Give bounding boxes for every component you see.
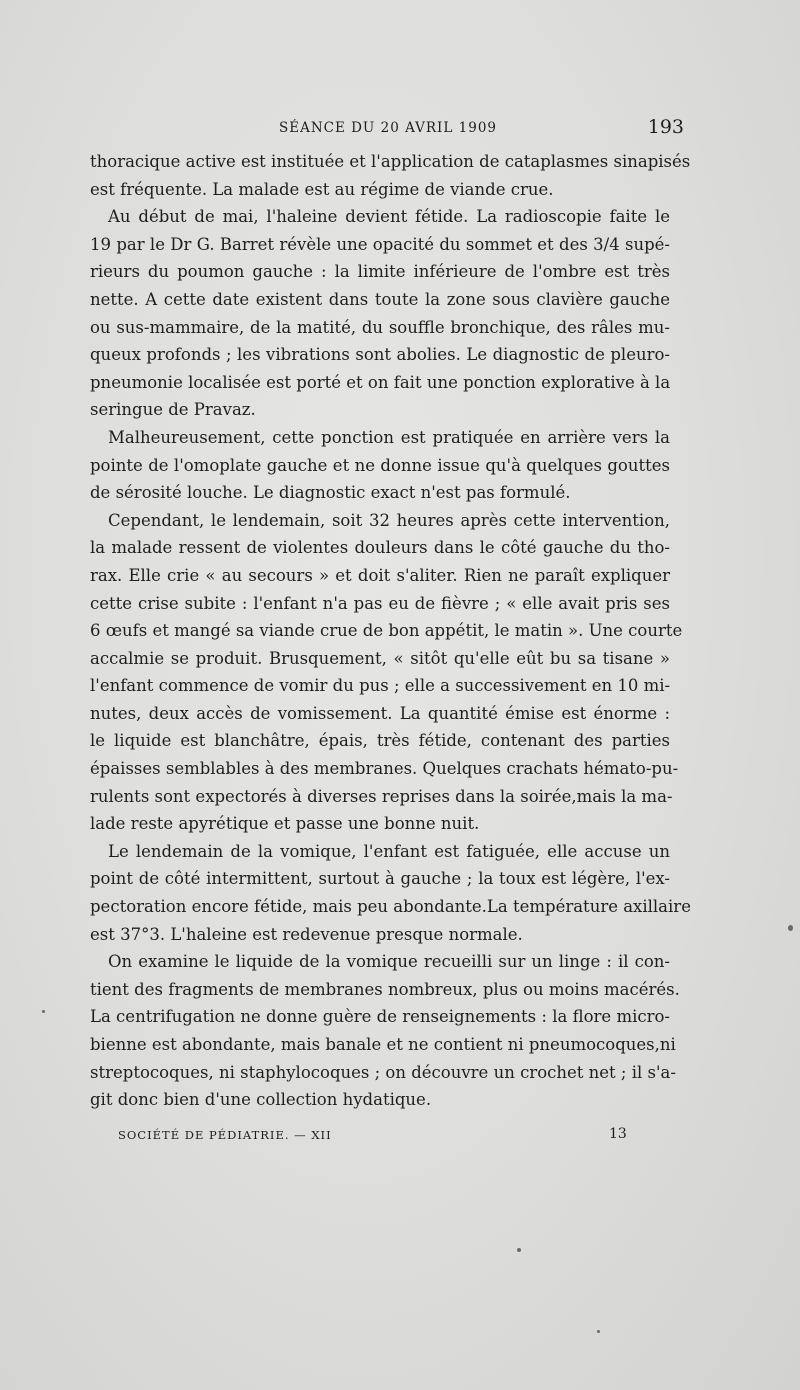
text-line: rax. Elle crie « au secours » et doit s'aliter. Rien ne paraît expliquer xyxy=(90,565,670,585)
paper-speck xyxy=(788,925,793,931)
text-line: Le lendemain de la vomique, l'enfant est fatiguée, elle accuse un xyxy=(108,841,670,861)
text-line: est fréquente. La malade est au régime de viande crue. xyxy=(90,179,554,199)
text-line: est 37°3. L'haleine est redevenue presque normale. xyxy=(90,924,523,944)
text-line: le liquide est blanchâtre, épais, très fétide, contenant des parties xyxy=(90,731,670,751)
text-line: point de côté intermittent, surtout à gauche ; la toux est légère, l'ex- xyxy=(90,869,670,889)
text-line: de sérosité louche. Le diagnostic exact n'est pas formulé. xyxy=(90,483,571,503)
text-line: tient des fragments de membranes nombreux, plus ou moins macérés. xyxy=(90,979,680,999)
text-line: pectoration encore fétide, mais peu abondante.La température axillaire xyxy=(90,897,691,917)
text-line: Cependant, le lendemain, soit 32 heures après cette intervention, xyxy=(108,510,670,530)
page-number: 193 xyxy=(647,116,684,138)
running-title: SÉANCE DU 20 AVRIL 1909 xyxy=(278,120,498,136)
text-line: queux profonds ; les vibrations sont abolies. Le diagnostic de pleuro- xyxy=(90,345,670,365)
text-line: ou sus-mammaire, de la matité, du souffle bronchique, des râles mu- xyxy=(90,317,670,337)
text-line: lade reste apyrétique et passe une bonne nuit. xyxy=(90,814,480,834)
text-line: rulents sont expectorés à diverses reprises dans la soirée,mais la ma- xyxy=(90,786,673,806)
text-line: Au début de mai, l'haleine devient fétide. La radioscopie faite le xyxy=(108,207,670,227)
text-line: pointe de l'omoplate gauche et ne donne issue qu'à quelques gouttes xyxy=(90,455,670,475)
page-footer xyxy=(90,1126,670,1148)
paper-speck xyxy=(597,1330,600,1333)
text-line: nette. A cette date existent dans toute la zone sous clavière gauche xyxy=(90,289,670,309)
text-line: cette crise subite : l'enfant n'a pas eu de fièvre ; « elle avait pris ses xyxy=(90,593,670,613)
text-line: 19 par le Dr G. Barret révèle une opacité du sommet et des 3/4 supé- xyxy=(90,234,670,254)
text-line: git donc bien d'une collection hydatique. xyxy=(90,1090,432,1110)
text-line: seringue de Pravaz. xyxy=(90,400,256,420)
running-head xyxy=(90,116,684,140)
text-line: bienne est abondante, mais banale et ne contient ni pneumocoques,ni xyxy=(90,1035,676,1054)
text-line: épaisses semblables à des membranes. Quelques crachats hémato-pu- xyxy=(90,759,679,779)
text-line: thoracique active est instituée et l'application de cataplasmes sinapisés xyxy=(90,152,691,171)
body-text xyxy=(90,148,691,1114)
sheet-number: 13 xyxy=(609,1126,627,1142)
text-line: La centrifugation ne donne guère de renseignements : la flore micro- xyxy=(90,1007,670,1027)
signature-mark: SOCIÉTÉ DE PÉDIATRIE. — XII xyxy=(118,1128,332,1142)
text-line: rieurs du poumon gauche : la limite inférieure de l'ombre est très xyxy=(90,262,670,282)
text-line: la malade ressent de violentes douleurs dans le côté gauche du tho- xyxy=(90,538,670,558)
text-line: streptocoques, ni staphylocoques ; on découvre un crochet net ; il s'a- xyxy=(90,1062,676,1082)
text-line: On examine le liquide de la vomique recueilli sur un linge : il con- xyxy=(108,952,670,972)
text-line: pneumonie localisée est porté et on fait une ponction explorative à la xyxy=(90,372,671,392)
text-line: 6 œufs et mangé sa viande crue de bon appétit, le matin ». Une courte xyxy=(90,621,683,641)
text-line: Malheureusement, cette ponction est pratiquée en arrière vers la xyxy=(108,427,670,447)
paper-speck xyxy=(517,1248,521,1252)
text-line: nutes, deux accès de vomissement. La quantité émise est énorme : xyxy=(90,703,670,723)
text-line: accalmie se produit. Brusquement, « sitôt qu'elle eût bu sa tisane » xyxy=(90,648,670,668)
paper-speck xyxy=(42,1010,45,1013)
text-line: l'enfant commence de vomir du pus ; elle a successivement en 10 mi- xyxy=(90,676,671,696)
